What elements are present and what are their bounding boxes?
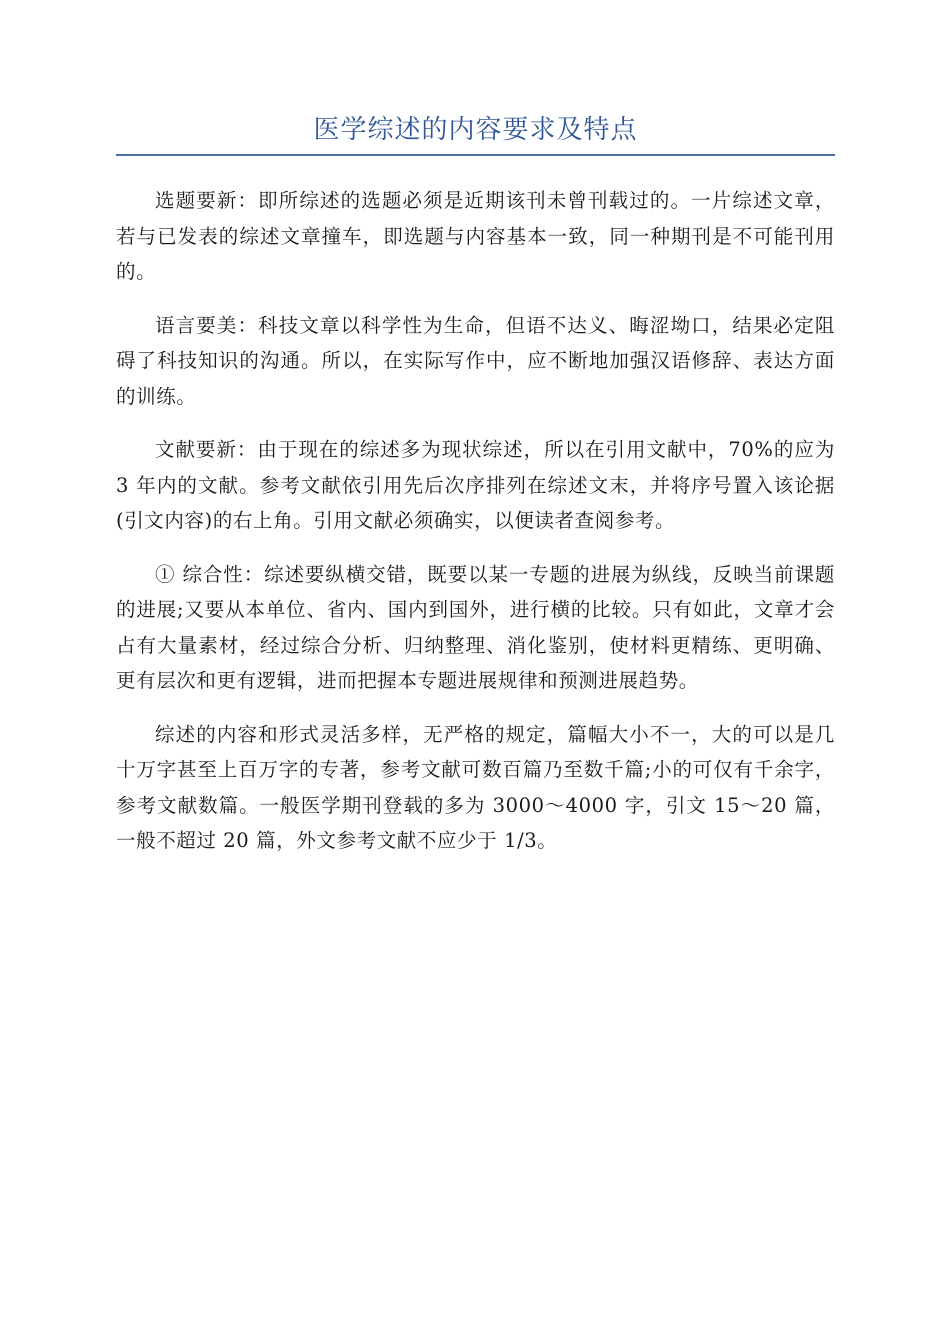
paragraph-form-and-length: 综述的内容和形式灵活多样，无严格的规定，篇幅大小不一，大的可以是几十万字甚至上百万字的专著，参考文献可数百篇乃至数千篇;小的可仅有千余字，参考文献数篇。一般医学期刊登载的多为 3000～4000 字，引文 15～20 篇，一般不超过 20 篇，外文参考文献不应少于 1/3。 — [116, 722, 835, 852]
document-body — [116, 183, 835, 859]
document-page — [116, 112, 835, 877]
paragraph-language-quality: 语言要美：科技文章以科学性为生命，但语不达义、晦涩坳口，结果必定阻碍了科技知识的沟通。所以，在实际写作中，应不断地加强汉语修辞、表达方面的训练。 — [116, 313, 835, 408]
paragraph-comprehensiveness: ① 综合性：综述要纵横交错，既要以某一专题的进展为纵线，反映当前课题的进展;又要从本单位、省内、国内到国外，进行横的比较。只有如此，文章才会占有大量素材，经过综合分析、归纳整理、消化鉴别，使材料更精练、更明确、更有层次和更有逻辑，进而把握本专题进展规律和预测进展趋势。 — [116, 562, 835, 692]
paragraph-reference-recency: 文献要新：由于现在的综述多为现状综述，所以在引用文献中，70%的应为 3 年内的文献。参考文献依引用先后次序排列在综述文末，并将序号置入该论据(引文内容)的右上角。引用文献必须确实，以便读者查阅参考。 — [116, 438, 835, 532]
document-title: 医学综述的内容要求及特点 — [116, 112, 835, 156]
paragraph-topic-novelty: 选题要新：即所综述的选题必须是近期该刊未曾刊载过的。一片综述文章，若与已发表的综述文章撞车，即选题与内容基本一致，同一种期刊是不可能刊用的。 — [116, 189, 835, 283]
